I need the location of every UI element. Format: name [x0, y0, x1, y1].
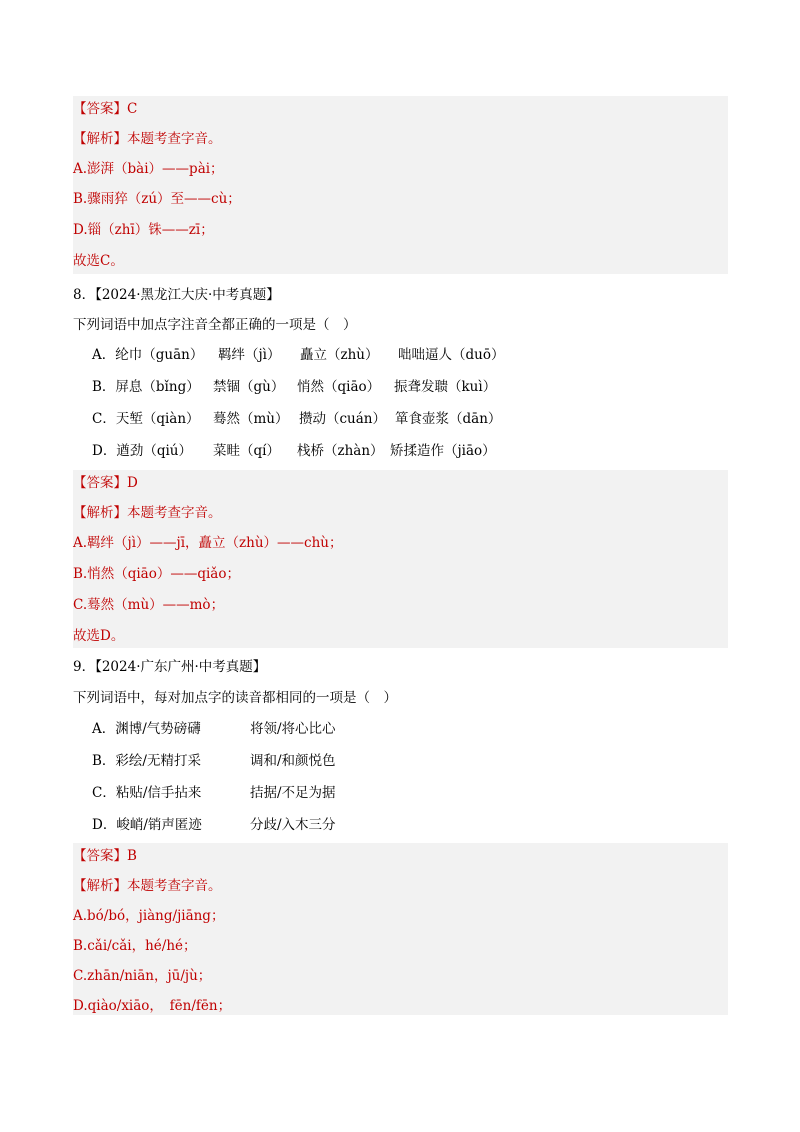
q9-option-a-1: A．渊博/气势磅礴: [92, 721, 201, 737]
q8-line-c: C.蓦然（mù）——mò；: [73, 597, 225, 613]
q7-line-a: A.澎湃（bài）——pài；: [73, 161, 224, 177]
q7-answer-block: [73, 96, 728, 274]
q9-option-d-2: 分歧/入木三分: [250, 817, 336, 833]
q9-title: 9．【2024·广东广州·中考真题】: [73, 659, 267, 675]
q8-option-c-1: C．天堑（qiàn）: [92, 411, 200, 427]
q9-answer-block: [73, 843, 728, 1015]
q8-option-b-4: 振聋发聩（kuì）: [394, 379, 497, 395]
q9-line-d: D.qiào/xiāo， fēn/fēn；: [73, 998, 232, 1014]
q7-answer: 【答案】C: [73, 101, 138, 117]
q8-option-a-4: 咄咄逼人（duō）: [398, 347, 505, 363]
q8-line-b: B.悄然（qiāo）——qiǎo；: [73, 566, 240, 582]
q9-stem: 下列词语中，每对加点字的读音都相同的一项是（ ）: [73, 690, 397, 706]
q7-conclusion: 故选C。: [73, 253, 124, 269]
q8-option-c-4: 箪食壶浆（dān）: [395, 411, 502, 427]
q8-conclusion: 故选D。: [73, 628, 125, 644]
q8-option-d-3: 栈桥（zhàn）: [297, 443, 384, 459]
q9-answer: 【答案】B: [73, 848, 137, 864]
q8-option-c-2: 蓦然（mù）: [213, 411, 289, 427]
q9-option-b-2: 调和/和颜悦色: [250, 753, 336, 769]
q8-option-a-3: 矗立（zhù）: [300, 347, 379, 363]
q9-option-d-1: D．峻峭/销声匿迹: [92, 817, 202, 833]
q8-line-a: A.羁绊（jì）——jī，矗立（zhù）——chù；: [73, 535, 343, 551]
q8-stem: 下列词语中加点字注音全都正确的一项是（ ）: [73, 317, 357, 333]
q8-answer-block: [73, 470, 728, 648]
q9-analysis: 【解析】本题考查字音。: [73, 878, 222, 894]
q8-option-b-2: 禁锢（gù）: [213, 379, 285, 395]
q9-option-c-1: C．粘贴/信手拈来: [92, 785, 202, 801]
q7-line-b: B.骤雨猝（zú）至——cù；: [73, 191, 241, 207]
q7-analysis: 【解析】本题考查字音。: [73, 131, 222, 147]
q9-option-c-2: 拮据/不足为据: [250, 785, 336, 801]
q8-option-d-4: 矫揉造作（jiāo）: [390, 443, 496, 459]
q9-line-b: B.cǎi/cǎi，hé/hé；: [73, 938, 197, 954]
q8-option-d-2: 菜畦（qí）: [213, 443, 280, 459]
q9-line-a: A.bó/bó，jiàng/jiāng；: [73, 908, 225, 924]
q8-answer: 【答案】D: [73, 475, 138, 491]
q7-line-d: D.锱（zhī）铢——zī；: [73, 222, 214, 238]
q8-option-d-1: D．遒劲（qiú）: [92, 443, 192, 459]
q8-option-a-1: A．纶巾（guān）: [92, 347, 204, 363]
q9-option-a-2: 将领/将心比心: [250, 721, 336, 737]
q8-option-b-1: B．屏息（bǐng）: [92, 379, 200, 395]
q9-line-c: C.zhān/niān，jū/jù；: [73, 968, 212, 984]
q8-option-b-3: 悄然（qiāo）: [297, 379, 381, 395]
q9-option-b-1: B．彩绘/无精打采: [92, 753, 201, 769]
q8-title: 8．【2024·黑龙江大庆·中考真题】: [73, 287, 280, 303]
q8-analysis: 【解析】本题考查字音。: [73, 505, 222, 521]
q8-option-c-3: 攒动（cuán）: [299, 411, 386, 427]
q8-option-a-2: 羁绊（jì）: [218, 347, 281, 363]
